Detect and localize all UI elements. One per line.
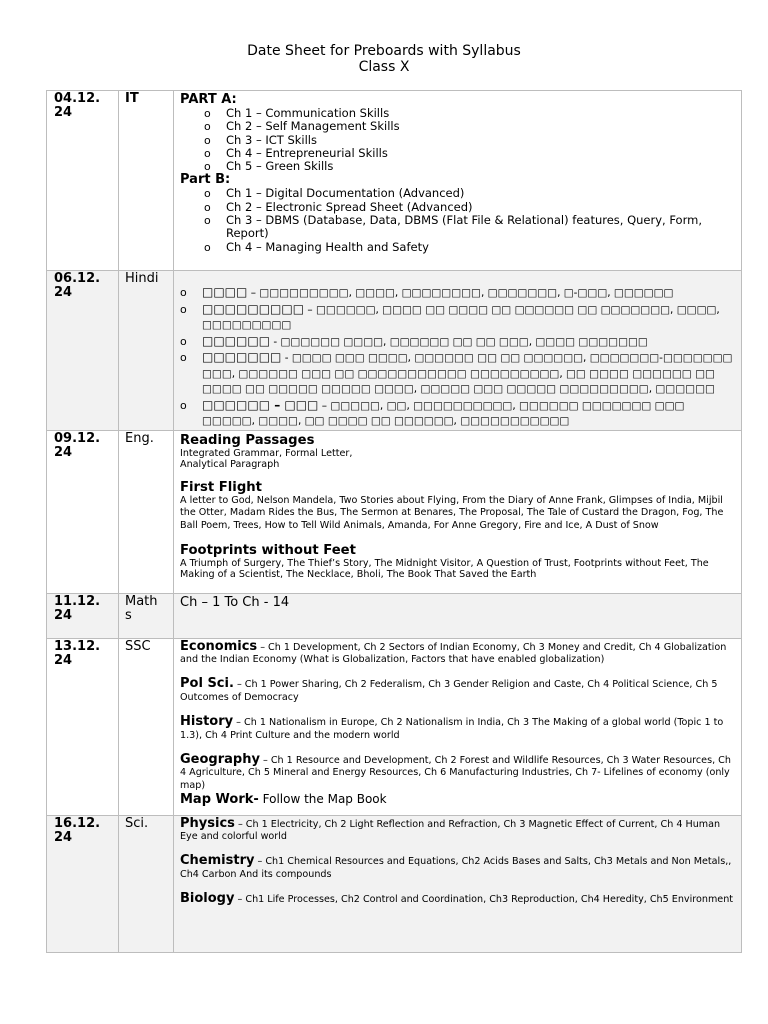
mapwork-heading: Map Work- [180,792,259,808]
economics-block [180,638,737,667]
reading-passages-heading: Reading Passages [180,432,315,448]
hindi-list [180,285,737,430]
polsci-block [180,678,737,704]
geography-body: – Ch 1 Resource and Development, Ch 2 Forest and Wildlife Resources, Ch 3 Water Resources, Ch 4 Agriculture, Ch 5 Mineral and Energy Resources, Ch 6 Manufacturing Industries, Ch 7- Lifelines of economy (only map) [180,754,731,791]
document-title [0,43,768,75]
title-line-2: Class X [358,59,410,75]
list-item [180,285,737,302]
syllabus-cell [174,430,742,593]
item-body: – □□□□□, □□, □□□□□□□□□□, □□□□□□ □□□□□□□ □□□ □□□□□, □□□□, □□ □□□□ □□ □□□□□□, □□□□□□□□□□□ [202,399,685,427]
item-heading: □□□□□□ [202,333,271,348]
date-cell [47,430,119,593]
physics-heading: Physics [180,815,235,831]
list-item [180,398,737,430]
item-heading: □□□□□□ – □□□ [202,397,319,412]
date-cell [47,815,119,952]
table-row [47,638,742,815]
item-heading: □□□□ [202,285,248,299]
biology-heading: Biology [180,891,235,907]
history-block [180,716,737,742]
title-line-1: Date Sheet for Preboards with Syllabus [247,43,521,59]
subject-name: IT [125,91,139,106]
item-heading: □□□□□□□□□ [202,301,305,316]
reading-passages-line-1: Integrated Grammar, Formal Letter, [180,447,353,459]
reading-passages-line-2: Analytical Paragraph [180,458,280,470]
part-b-list [180,187,737,253]
mapwork-block [180,792,737,807]
subject-cell [119,430,174,593]
item-heading: □□□□□□□ [202,350,282,364]
list-item: o Ch 4 – Entrepreneurial Skills [204,147,737,160]
table-row [47,91,742,271]
exam-date: 16.12. 24 [54,815,101,845]
syllabus-cell [174,593,742,638]
part-b-heading: Part B: [180,172,231,188]
part-a-list [180,107,737,173]
list-item: o Ch 5 – Green Skills [204,160,737,173]
subject-cell [119,815,174,952]
subject-cell [119,91,174,271]
part-a-heading: PART A: [180,92,237,107]
exam-date: 04.12. 24 [54,91,101,120]
exam-date: 09.12. 24 [54,430,101,460]
list-item: o Ch 4 – Managing Health and Safety [204,241,737,254]
economics-body: – Ch 1 Development, Ch 2 Sectors of Indian Economy, Ch 3 Money and Credit, Ch 4 Globalization and the Indian Economy (What is Globalization, Factors that have enabled globalization) [180,641,727,665]
polsci-heading: Pol Sci. [180,676,234,692]
item-body: - □□□□ □□□ □□□□, □□□□□□ □□ □□ □□□□□□, □□□□□□□-□□□□□□□ □□□, □□□□□□ □□□ □□ □□□□□□□□□□□ □□□□□□□□□, □□ □□□□ □□□□□□ □□ □□□□ □□ □□□□□ □□□□□ □□□□, □□□□□ □□□ □□□□□ □□□□□□□□□, □□□□□□ [202,352,733,395]
geography-block [180,751,737,792]
subject-name: Eng. [125,430,154,446]
list-item [180,350,737,398]
subject-name: Math s [125,593,158,623]
history-heading: History [180,714,234,730]
syllabus-cell [174,815,742,952]
biology-block [180,893,737,906]
exam-date: 13.12. 24 [54,638,101,668]
syllabus-cell [174,271,742,431]
item-body: - □□□□□□ □□□□, □□□□□□ □□ □□ □□□, □□□□ □□□□□□□ [270,335,648,348]
subject-name: Hindi [125,271,159,286]
table-row [47,593,742,638]
subject-name: SSC [125,638,151,654]
exam-date: 06.12. 24 [54,271,101,300]
history-body: – Ch 1 Nationalism in Europe, Ch 2 Nationalism in India, Ch 3 The Making of a global world (Topic 1 to 1.3), Ch 4 Print Culture and the modern world [180,717,724,741]
date-cell [47,638,119,815]
subject-cell [119,593,174,638]
chemistry-heading: Chemistry [180,853,255,869]
footprints-body: A Triumph of Surgery, The Thief’s Story, The Midnight Visitor, A Question of Trust, Footprints without Feet, The Making of a Scientist, The Necklace, Bholi, The Book That Saved the Earth [180,557,709,581]
date-cell [47,593,119,638]
item-body: – □□□□□□, □□□□ □□ □□□□ □□ □□□□□□ □□ □□□□□□□, □□□□, □□□□□□□□□ [202,303,720,331]
list-item: o Ch 1 – Communication Skills [204,107,737,120]
list-item: o Ch 2 – Electronic Spread Sheet (Advanced) [204,201,737,214]
subject-cell [119,271,174,431]
subject-cell [119,638,174,815]
syllabus-cell [174,638,742,815]
biology-body: – Ch1 Life Processes, Ch2 Control and Coordination, Ch3 Reproduction, Ch4 Heredity, Ch5 Environment [234,894,734,906]
item-body: – □□□□□□□□□, □□□□, □□□□□□□□, □□□□□□□, □-□□□, □□□□□□ [247,287,674,299]
economics-heading: Economics [180,638,258,654]
chemistry-body: – Ch1 Chemical Resources and Equations, Ch2 Acids Bases and Salts, Ch3 Metals and Non Metals,, Ch4 Carbon And its compounds [180,856,732,880]
mapwork-body: Follow the Map Book [258,792,387,807]
first-flight-body: A letter to God, Nelson Mandela, Two Stories about Flying, From the Diary of Anne Frank, Glimpses of India, Mijbil the Otter, Madam Rides the Bus, The Sermon at Benares, The Proposal, The Tale of Custard the Dragon, Fog, The Ball Poem, Trees, How to Tell Wild Animals, Amanda, For Anne Gregory, Fire and Ice, A Dust of Snow [180,494,724,532]
physics-block [180,815,737,844]
list-item: o Ch 1 – Digital Documentation (Advanced) [204,187,737,200]
list-item: o Ch 2 – Self Management Skills [204,120,737,133]
list-item: o Ch 3 – DBMS (Database, Data, DBMS (Flat File & Relational) features, Query, Form, Report) [204,214,737,241]
chemistry-block [180,855,737,881]
first-flight-heading: First Flight [180,479,262,495]
list-item: o Ch 3 – ICT Skills [204,134,737,147]
date-cell [47,91,119,271]
geography-heading: Geography [180,751,260,767]
maths-syllabus: Ch – 1 To Ch - 14 [180,594,290,610]
table-row [47,815,742,952]
physics-body: – Ch 1 Electricity, Ch 2 Light Reflection and Refraction, Ch 3 Magnetic Effect of Current, Ch 4 Human Eye and colorful world [180,818,721,842]
list-item [180,334,737,351]
polsci-body: – Ch 1 Power Sharing, Ch 2 Federalism, Ch 3 Gender Religion and Caste, Ch 4 Political Science, Ch 5 Outcomes of Democracy [180,679,718,703]
subject-name: Sci. [125,815,149,831]
table-row [47,271,742,431]
exam-date: 11.12. 24 [54,593,101,623]
date-sheet-table [46,90,742,953]
table-row [47,430,742,593]
footprints-heading: Footprints without Feet [180,542,356,558]
syllabus-cell [174,91,742,271]
list-item [180,302,737,334]
date-cell [47,271,119,431]
